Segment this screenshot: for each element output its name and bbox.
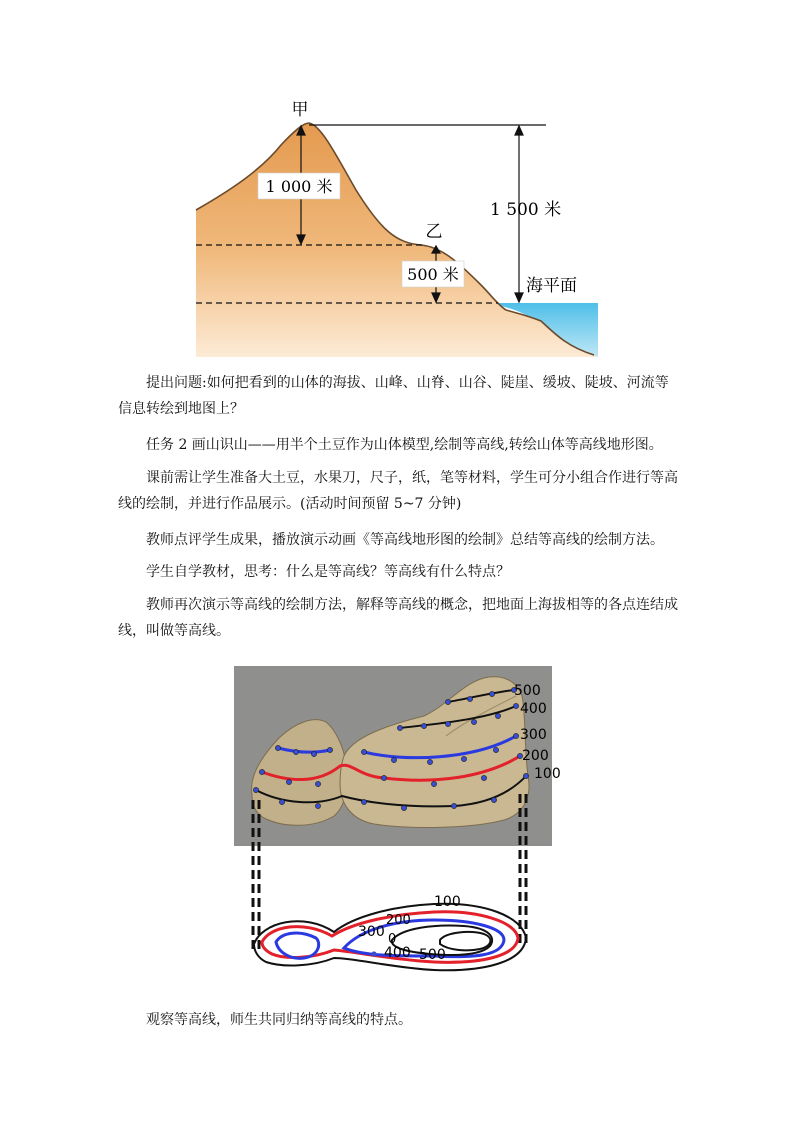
mountain-shape: [196, 123, 598, 357]
sea-level-label: 海平面: [526, 276, 577, 296]
model-label-200: 200: [522, 748, 549, 764]
model-label-400: 400: [520, 701, 547, 717]
peak-label: 甲: [291, 100, 309, 120]
map-point-marker: [371, 951, 376, 956]
paragraph-teacher-review: 教师点评学生成果，播放演示动画《等高线地形图的绘制》总结等高线的绘制方法。: [146, 532, 664, 548]
model-label-100: 100: [534, 766, 561, 782]
map-label-200: 200: [386, 913, 411, 928]
saddle-height-label: 500 米: [407, 265, 459, 284]
map-contour-500: [440, 932, 490, 950]
map-label-0: 0: [388, 932, 397, 947]
paragraph-contour-definition: 教师再次演示等高线的绘制方法，解释等高线的概念，把地面上海拔相等的各点连结成线，叫做等高线。: [118, 597, 678, 639]
saddle-label: 乙: [425, 222, 443, 242]
relative-height-label: 1 000 米: [265, 177, 333, 196]
paragraph-task2: 任务 2 画山识山——用半个土豆作为山体模型,绘制等高线,转绘山体等高线地形图。: [146, 437, 663, 453]
paragraph-observe-contours: 观察等高线，师生共同归纳等高线的特点。: [146, 1012, 412, 1028]
map-label-100: 100: [434, 894, 461, 910]
map-contour-300-left: [276, 933, 319, 958]
map-label-500: 500: [419, 947, 446, 963]
paragraph-materials: 课前需让学生准备大土豆，水果刀，尺子，纸，笔等材料，学生可分小组合作进行等高线的绘制，并进行作品展示。(活动时间预留 5~7 分钟): [118, 470, 678, 512]
paragraph-question: 提出问题:如何把看到的山体的海拔、山峰、山脊、山谷、陡崖、缓坡、陡坡、河流等信息转绘到地图上？: [118, 375, 669, 417]
map-label-400: 400: [384, 945, 411, 961]
model-label-300: 300: [520, 727, 547, 743]
paragraph-self-study: 学生自学教材，思考：什么是等高线？等高线有什么特点？: [146, 564, 510, 580]
potato-contour-figure: [234, 666, 561, 976]
model-label-500: 500: [514, 683, 541, 699]
absolute-height-label: 1 500 米: [490, 200, 562, 220]
mountain-profile-figure: [196, 95, 598, 357]
map-label-300: 300: [358, 924, 385, 940]
